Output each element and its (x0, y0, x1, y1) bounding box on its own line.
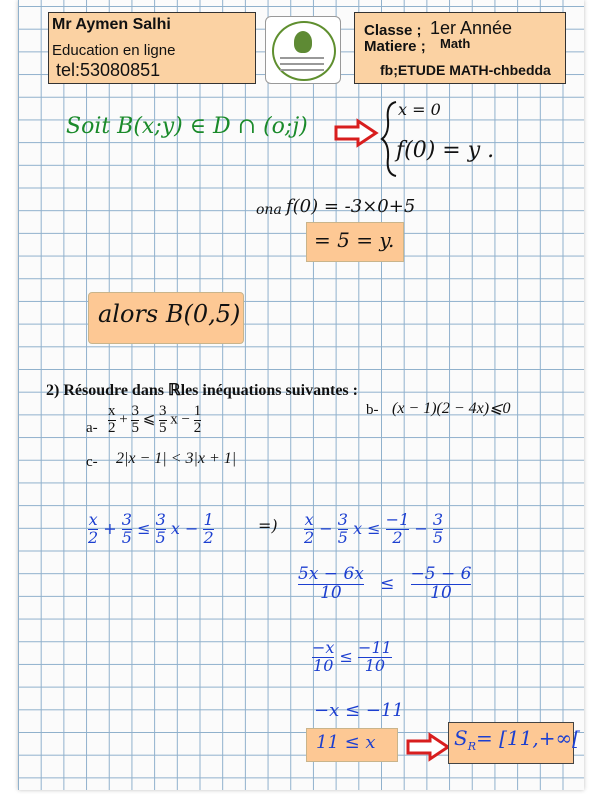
result-arrow-icon (406, 732, 452, 762)
school-logo (265, 16, 341, 84)
conclusion-text: alors B(0,5) (98, 300, 241, 328)
logo-text-line (280, 63, 324, 65)
item-c-expression: 2|x − 1| < 3|x + 1| (116, 450, 237, 467)
ona-word: ona (256, 202, 282, 218)
item-a-expression: $\frac{x}{2}$ + $\frac{3}{5}$ ⩽ $\frac{3}{5}$ x − $\frac{1}{2}$ (108, 403, 202, 436)
teacher-name: Mr Aymen Salhi (52, 16, 171, 33)
telephone: tel:53080851 (56, 60, 161, 80)
solution-set-value: = [11,+∞[ (476, 726, 580, 750)
logo-text-line (280, 69, 324, 71)
soit-statement: Soit B(x;y) ∈ D ∩ (o;j) (66, 114, 308, 139)
grid-paper-page (18, 0, 584, 790)
implies-arrow-icon (334, 118, 380, 148)
item-b-expression: (x − 1)(2 − 4x)⩽0 (392, 400, 511, 417)
logo-text-line (280, 57, 324, 59)
item-c-label: c- (86, 454, 98, 470)
solution-set (454, 726, 580, 753)
system-line-1: x = 0 (398, 100, 441, 119)
solution-set-symbol: S (454, 726, 468, 750)
education-line: Education en ligne (52, 42, 176, 59)
solution-step-1-left: $\frac{x}{2}$ + $\frac{3}{5}$ ≤ $\frac{3}{5}$ x − $\frac{1}{2}$ (88, 510, 214, 547)
exercise-heading: 2) Résoudre dans ℝles inéquations suivantes : (46, 382, 358, 399)
matiere-value: Math (440, 36, 471, 51)
classe-value: 1er Année (430, 18, 513, 38)
logo-tree-icon (294, 31, 312, 53)
item-b-label: b- (366, 402, 379, 418)
solution-step-2: $\frac{5x - 6x}{10}$ ≤ $\frac{-5 - 6}{10}$ (298, 564, 472, 603)
system-line-2: f(0) = y . (396, 138, 495, 163)
facebook-page: fb;ETUDE MATH-chbedda (380, 62, 551, 78)
implies-sign: =) (258, 516, 278, 535)
solution-step-4: −x ≤ −11 (314, 700, 404, 721)
solution-step-5: 11 ≤ x (316, 732, 376, 753)
item-a-label: a- (86, 420, 98, 436)
solution-step-1-right: $\frac{x}{2}$ − $\frac{3}{5}$ x ≤ $\frac{-1}{2}$ − $\frac{3}{5}$ (304, 510, 444, 547)
result-value: = 5 = y. (314, 228, 395, 252)
matiere-label: Matiere ; (364, 38, 426, 55)
solution-set-sub: R (467, 740, 476, 753)
classe-label: Classe ; (364, 22, 422, 39)
ona-expression: f(0) = -3×0+5 (286, 196, 416, 217)
solution-step-3: $\frac{-x}{10}$ ≤ $\frac{-11}{10}$ (312, 638, 392, 675)
